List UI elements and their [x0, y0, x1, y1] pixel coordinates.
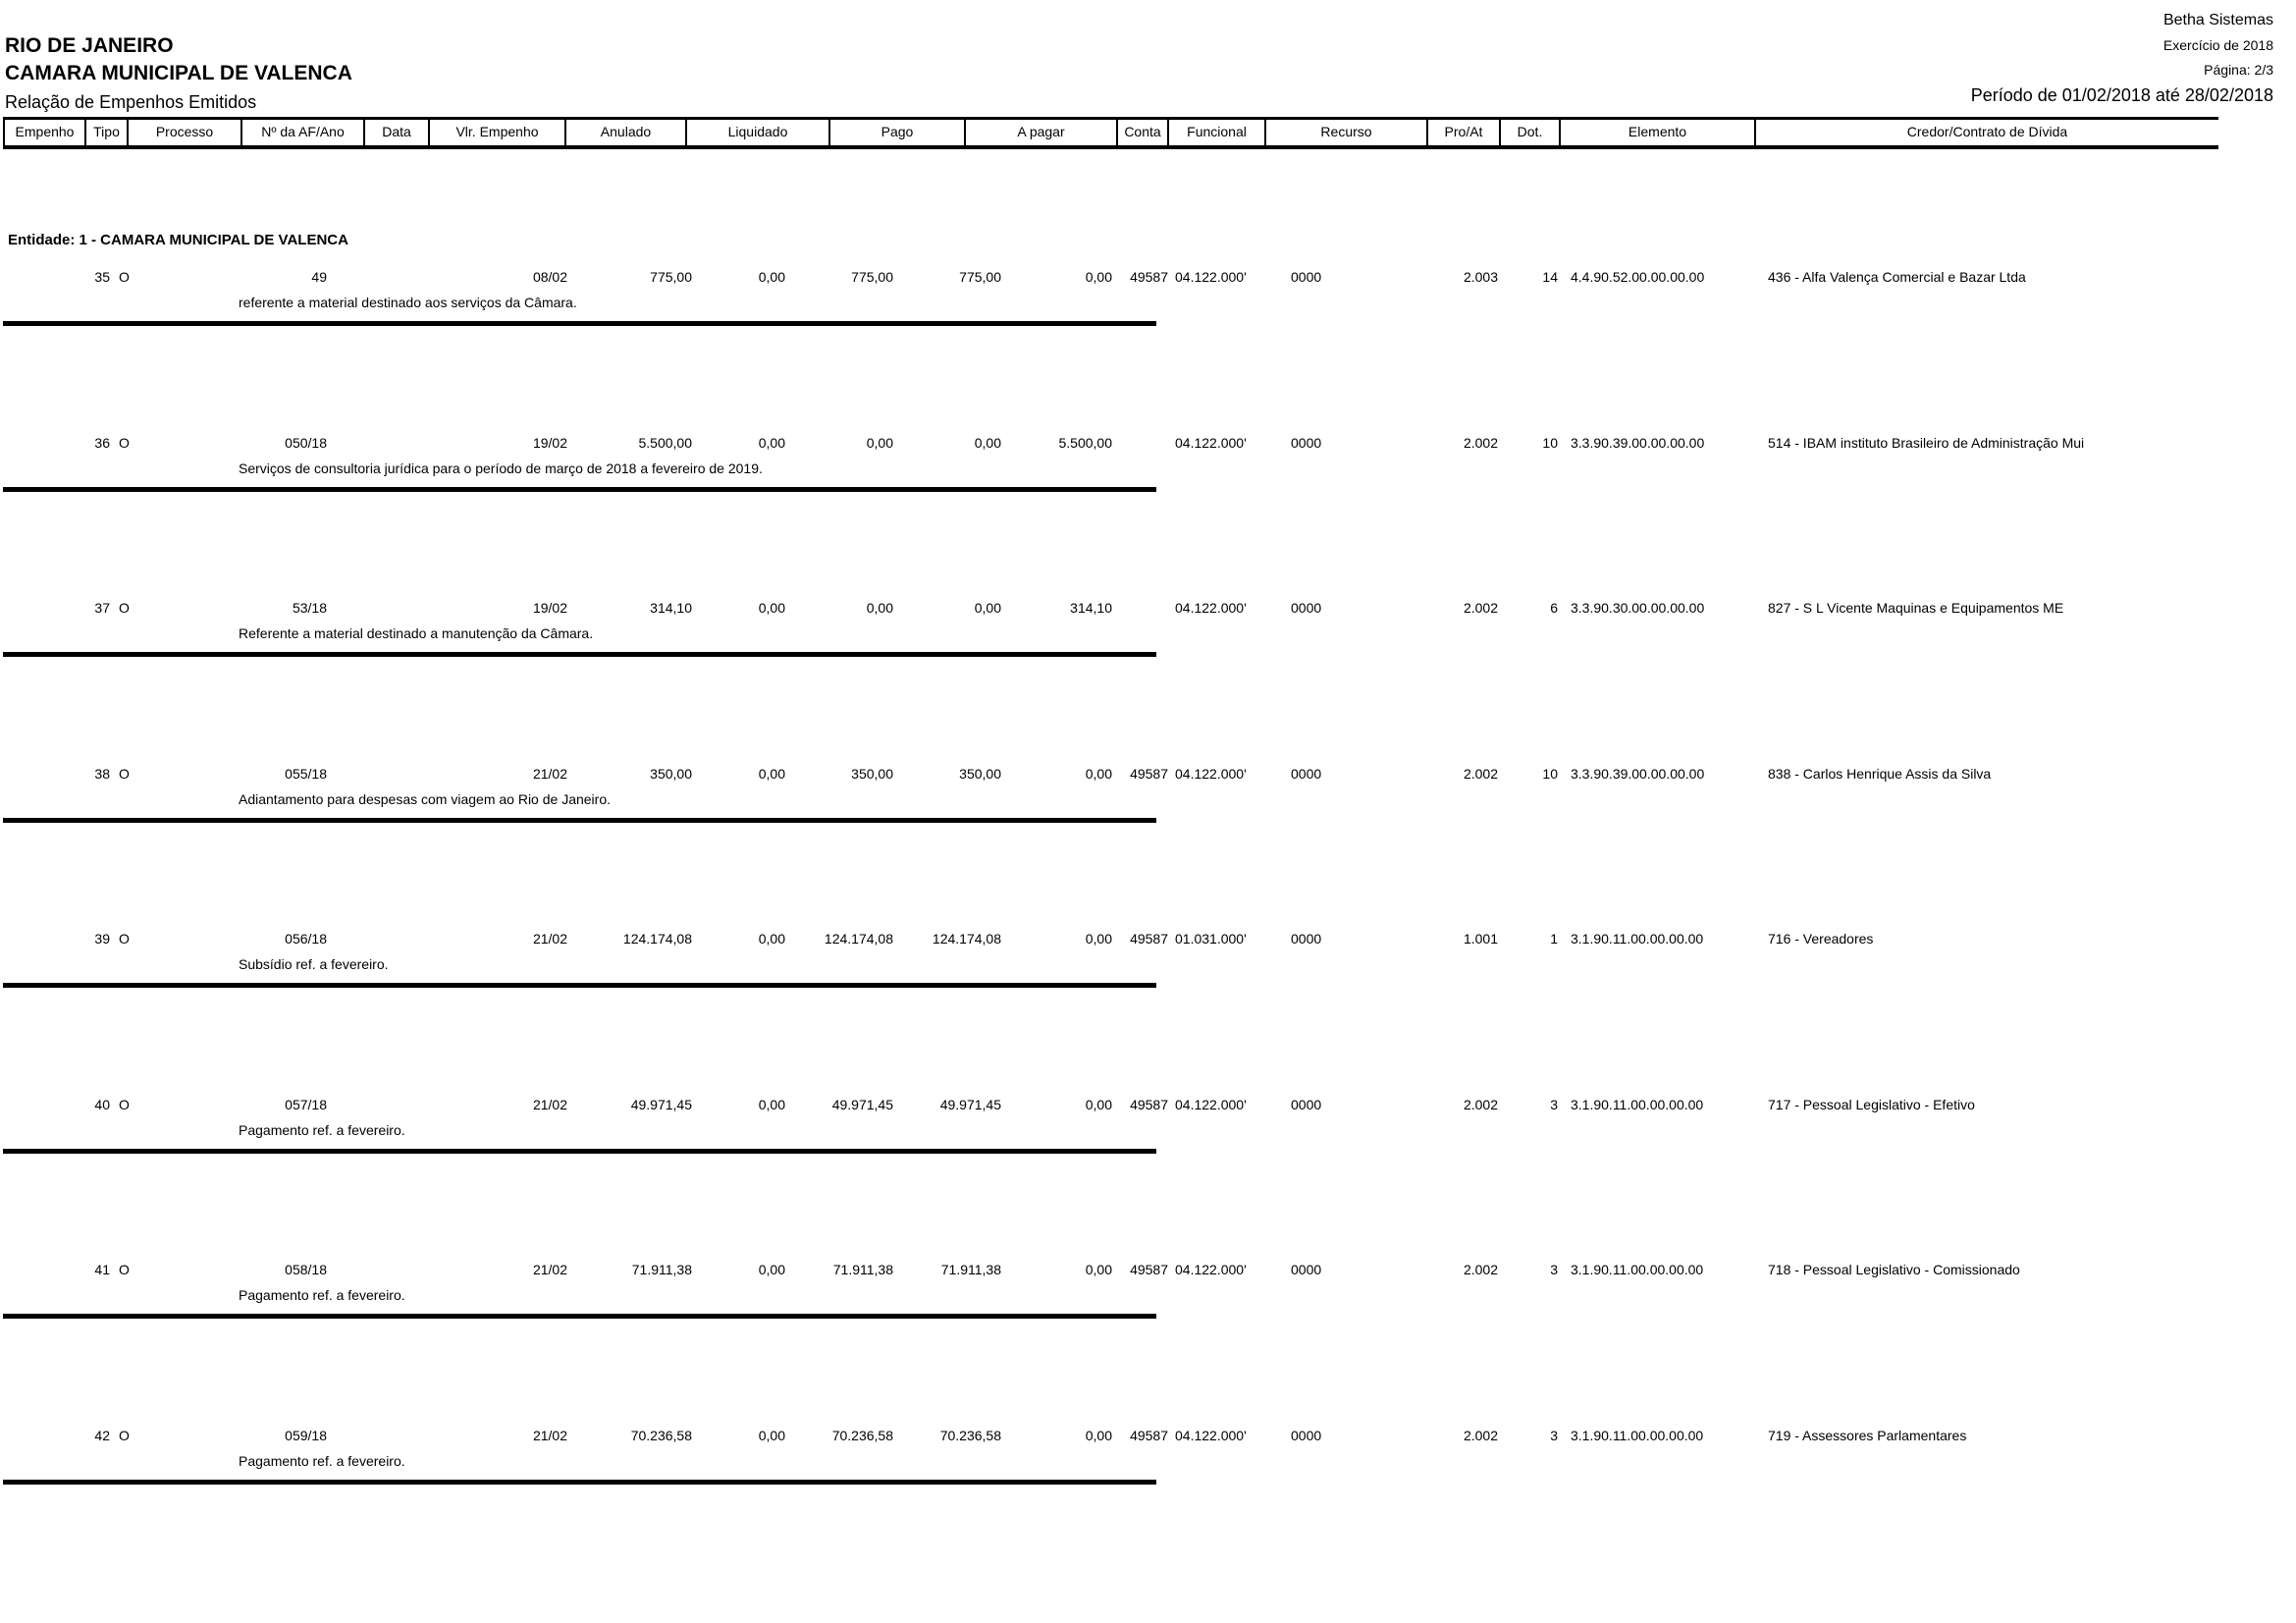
cell-elemento: 3.1.90.11.00.00.00.00 — [1571, 1096, 1704, 1112]
cell-a-pagar: 0,00 — [1085, 1427, 1112, 1443]
column-header-recurso: Recurso — [1266, 120, 1428, 145]
cell-dot: 10 — [1542, 434, 1558, 451]
cell-funcional: 04.122.000' — [1175, 1262, 1247, 1277]
cell-elemento: 3.3.90.39.00.00.00.00 — [1571, 765, 1705, 782]
cell-elemento: 3.1.90.11.00.00.00.00 — [1571, 1427, 1704, 1443]
cell-anulado: 0,00 — [758, 1096, 785, 1112]
cell-recurso: 0000 — [1291, 1262, 1322, 1277]
column-header-data: Data — [365, 120, 430, 145]
cell-liquidado: 350,00 — [851, 765, 893, 782]
exercise-label: Exercício de 2018 — [2163, 37, 2273, 53]
page-indicator: Página: 2/3 — [2204, 62, 2273, 78]
cell-pago: 71.911,38 — [940, 1262, 1001, 1277]
cell-pro-at: 2.003 — [1463, 269, 1498, 285]
cell-data: 21/02 — [532, 1262, 567, 1277]
cell-pro-at: 1.001 — [1463, 931, 1498, 947]
record-divider — [3, 652, 1156, 657]
cell-pago: 0,00 — [974, 434, 1001, 451]
cell-conta: 49587 — [1130, 931, 1168, 947]
cell-empenho: 36 — [94, 434, 110, 451]
cell-a-pagar: 0,00 — [1085, 765, 1112, 782]
record-divider — [3, 1480, 1156, 1485]
cell-empenho: 38 — [94, 765, 110, 782]
cell-pago: 0,00 — [974, 600, 1001, 616]
cell-recurso: 0000 — [1291, 765, 1322, 782]
cell-pro-at: 2.002 — [1463, 1262, 1498, 1277]
empenho-record — [3, 929, 2261, 1095]
report-title: Relação de Empenhos Emitidos — [5, 92, 257, 112]
cell-processo: 058/18 — [285, 1262, 327, 1277]
column-header-conta: Conta — [1118, 120, 1169, 145]
cell-credor: 514 - IBAM instituto Brasileiro de Administração Mui — [1768, 434, 2085, 451]
cell-elemento: 4.4.90.52.00.00.00.00 — [1571, 269, 1705, 285]
record-description: Pagamento ref. a fevereiro. — [239, 1121, 405, 1138]
cell-af-ano — [327, 1426, 412, 1445]
column-header-empenho: Empenho — [3, 120, 86, 145]
cell-funcional: 04.122.000' — [1175, 600, 1247, 616]
cell-anulado: 0,00 — [758, 1262, 785, 1277]
cell-pago: 124.174,08 — [932, 931, 1001, 947]
cell-data: 21/02 — [532, 931, 567, 947]
record-values — [3, 929, 2261, 948]
cell-credor: 717 - Pessoal Legislativo - Efetivo — [1768, 1096, 1975, 1112]
record-description: Serviços de consultoria jurídica para o período de março de 2018 a fevereiro de 2019. — [239, 460, 763, 476]
column-header-vlr-empenho: Vlr. Empenho — [430, 120, 566, 145]
cell-af-ano — [327, 1260, 412, 1279]
cell-af-ano — [327, 929, 412, 948]
cell-tipo: O — [119, 931, 130, 947]
cell-pago: 49.971,45 — [939, 1096, 1001, 1112]
cell-empenho: 39 — [94, 931, 110, 947]
column-header-anulado: Anulado — [566, 120, 687, 145]
column-header-pago: Pago — [830, 120, 966, 145]
column-header-credor: Credor/Contrato de Dívida — [1906, 124, 2068, 139]
record-divider — [3, 1314, 1156, 1319]
column-header-elemento: Elemento — [1561, 120, 1756, 145]
record-divider — [3, 487, 1156, 492]
cell-elemento: 3.3.90.39.00.00.00.00 — [1571, 434, 1705, 451]
cell-processo: 056/18 — [285, 931, 327, 947]
cell-vlr-empenho: 775,00 — [650, 269, 692, 285]
cell-credor: 838 - Carlos Henrique Assis da Silva — [1768, 765, 1992, 782]
cell-funcional: 04.122.000' — [1175, 765, 1247, 782]
cell-recurso: 0000 — [1291, 269, 1322, 285]
empenho-record — [3, 1426, 2261, 1592]
cell-pago: 350,00 — [959, 765, 1001, 782]
cell-elemento: 3.1.90.11.00.00.00.00 — [1571, 1262, 1704, 1277]
cell-vlr-empenho: 350,00 — [650, 765, 692, 782]
cell-a-pagar: 5.500,00 — [1058, 434, 1112, 451]
record-description: referente a material destinado aos serviços da Câmara. — [239, 295, 577, 310]
cell-anulado: 0,00 — [758, 269, 785, 285]
cell-pro-at: 2.002 — [1463, 600, 1498, 616]
empenho-record — [3, 1095, 2261, 1261]
cell-dot: 3 — [1550, 1427, 1558, 1443]
record-values — [3, 267, 2261, 287]
record-description: Pagamento ref. a fevereiro. — [239, 1452, 405, 1469]
cell-vlr-empenho: 124.174,08 — [622, 931, 692, 947]
cell-elemento: 3.1.90.11.00.00.00.00 — [1571, 931, 1704, 947]
report-header-right — [1971, 8, 2273, 109]
cell-funcional: 04.122.000' — [1175, 1096, 1247, 1112]
cell-dot: 10 — [1542, 765, 1558, 782]
cell-af-ano — [327, 1095, 412, 1114]
cell-tipo: O — [119, 434, 130, 451]
record-description: Referente a material destinado a manutenção da Câmara. — [239, 625, 594, 641]
column-header-dot: Dot. — [1501, 120, 1561, 145]
record-values — [3, 433, 2261, 453]
cell-credor: 719 - Assessores Parlamentares — [1768, 1427, 1967, 1443]
org-name: CAMARA MUNICIPAL DE VALENCA — [5, 62, 352, 84]
cell-credor: 716 - Vereadores — [1768, 931, 1874, 947]
cell-recurso: 0000 — [1291, 931, 1322, 947]
report-header-left — [5, 32, 352, 116]
cell-conta: 49587 — [1130, 1096, 1168, 1112]
cell-dot: 6 — [1550, 600, 1558, 616]
cell-conta: 49587 — [1130, 1262, 1168, 1277]
cell-credor: 718 - Pessoal Legislativo - Comissionado — [1768, 1262, 2020, 1277]
cell-dot: 3 — [1550, 1096, 1558, 1112]
cell-vlr-empenho: 70.236,58 — [630, 1427, 692, 1443]
cell-anulado: 0,00 — [758, 1427, 785, 1443]
record-divider — [3, 1149, 1156, 1154]
cell-liquidado: 0,00 — [866, 434, 893, 451]
cell-tipo: O — [119, 1262, 130, 1277]
cell-pro-at: 2.002 — [1463, 765, 1498, 782]
cell-liquidado: 70.236,58 — [831, 1427, 893, 1443]
record-description: Subsídio ref. a fevereiro. — [239, 956, 389, 972]
state-name: RIO DE JANEIRO — [5, 34, 174, 57]
cell-elemento: 3.3.90.30.00.00.00.00 — [1571, 600, 1705, 616]
record-divider — [3, 983, 1156, 988]
cell-processo: 49 — [311, 269, 327, 285]
cell-empenho: 41 — [94, 1262, 110, 1277]
table-header-row — [3, 117, 2218, 149]
record-values — [3, 1426, 2261, 1445]
record-description: Adiantamento para despesas com viagem ao Rio de Janeiro. — [239, 790, 611, 807]
record-values — [3, 1095, 2261, 1114]
cell-af-ano — [327, 598, 412, 618]
cell-recurso: 0000 — [1291, 1427, 1322, 1443]
cell-vlr-empenho: 71.911,38 — [631, 1262, 692, 1277]
cell-credor: 827 - S L Vicente Maquinas e Equipamentos ME — [1768, 600, 2064, 616]
cell-vlr-empenho: 314,10 — [650, 600, 692, 616]
cell-a-pagar: 0,00 — [1085, 1262, 1112, 1277]
cell-dot: 14 — [1542, 269, 1558, 285]
cell-a-pagar: 0,00 — [1085, 269, 1112, 285]
record-divider — [3, 321, 1156, 326]
cell-empenho: 35 — [94, 269, 110, 285]
column-header-af-ano: Nº da AF/Ano — [242, 120, 365, 145]
column-header-funcional: Funcional — [1169, 120, 1266, 145]
cell-liquidado: 71.911,38 — [832, 1262, 893, 1277]
cell-af-ano — [327, 433, 412, 453]
cell-liquidado: 49.971,45 — [831, 1096, 893, 1112]
cell-credor: 436 - Alfa Valença Comercial e Bazar Ltda — [1768, 269, 2026, 285]
record-values — [3, 764, 2261, 784]
cell-processo: 057/18 — [285, 1096, 327, 1112]
cell-dot: 1 — [1550, 931, 1558, 947]
cell-conta: 49587 — [1130, 765, 1168, 782]
empenho-record — [3, 764, 2261, 930]
cell-liquidado: 124.174,08 — [824, 931, 893, 947]
cell-empenho: 42 — [94, 1427, 110, 1443]
entity-header: Entidade: 1 - CAMARA MUNICIPAL DE VALENCA — [8, 232, 348, 248]
cell-liquidado: 775,00 — [851, 269, 893, 285]
cell-recurso: 0000 — [1291, 434, 1322, 451]
cell-anulado: 0,00 — [758, 931, 785, 947]
period-label: Período de 01/02/2018 até 28/02/2018 — [1970, 85, 2273, 105]
cell-empenho: 37 — [94, 600, 110, 616]
record-description: Pagamento ref. a fevereiro. — [239, 1287, 405, 1303]
empenho-record — [3, 598, 2261, 764]
column-header-liquidado: Liquidado — [687, 120, 830, 145]
cell-conta: 49587 — [1130, 1427, 1168, 1443]
cell-vlr-empenho: 5.500,00 — [638, 434, 692, 451]
cell-tipo: O — [119, 1427, 130, 1443]
cell-processo: 050/18 — [285, 434, 327, 451]
cell-anulado: 0,00 — [758, 434, 785, 451]
record-values — [3, 1260, 2261, 1279]
cell-conta — [1112, 598, 1168, 618]
cell-anulado: 0,00 — [758, 600, 785, 616]
cell-af-ano — [327, 764, 412, 784]
cell-funcional: 01.031.000' — [1175, 931, 1247, 947]
cell-data: 19/02 — [532, 600, 567, 616]
cell-processo: 055/18 — [285, 765, 327, 782]
cell-processo: 059/18 — [285, 1427, 327, 1443]
empenho-record — [3, 1260, 2261, 1426]
cell-data: 21/02 — [532, 1427, 567, 1443]
cell-data: 19/02 — [532, 434, 567, 451]
cell-processo: 53/18 — [292, 600, 327, 616]
cell-funcional: 04.122.000' — [1175, 1427, 1247, 1443]
empenho-record — [3, 267, 2261, 433]
cell-tipo: O — [119, 600, 130, 616]
cell-a-pagar: 0,00 — [1085, 931, 1112, 947]
cell-recurso: 0000 — [1291, 1096, 1322, 1112]
column-header-pro-at: Pro/At — [1428, 120, 1501, 145]
records-list — [3, 267, 2261, 1591]
cell-liquidado: 0,00 — [866, 600, 893, 616]
cell-pro-at: 2.002 — [1463, 1427, 1498, 1443]
cell-a-pagar: 0,00 — [1085, 1096, 1112, 1112]
cell-dot: 3 — [1550, 1262, 1558, 1277]
cell-conta — [1112, 433, 1168, 453]
cell-conta: 49587 — [1130, 269, 1168, 285]
cell-tipo: O — [119, 765, 130, 782]
column-header-processo: Processo — [129, 120, 242, 145]
cell-tipo: O — [119, 1096, 130, 1112]
cell-tipo: O — [119, 269, 130, 285]
empenho-record — [3, 433, 2261, 599]
cell-funcional: 04.122.000' — [1175, 434, 1247, 451]
cell-vlr-empenho: 49.971,45 — [630, 1096, 692, 1112]
cell-pago: 775,00 — [959, 269, 1001, 285]
cell-data: 21/02 — [532, 1096, 567, 1112]
record-divider — [3, 818, 1156, 823]
cell-recurso: 0000 — [1291, 600, 1322, 616]
cell-funcional: 04.122.000' — [1175, 269, 1247, 285]
column-header-a-pagar: A pagar — [966, 120, 1118, 145]
vendor-name: Betha Sistemas — [2163, 12, 2273, 28]
cell-data: 08/02 — [532, 269, 567, 285]
cell-data: 21/02 — [532, 765, 567, 782]
cell-pago: 70.236,58 — [939, 1427, 1001, 1443]
cell-af-ano — [327, 267, 412, 287]
column-header-tipo: Tipo — [86, 120, 129, 145]
cell-anulado: 0,00 — [758, 765, 785, 782]
record-values — [3, 598, 2261, 618]
cell-a-pagar: 314,10 — [1070, 600, 1112, 616]
cell-empenho: 40 — [94, 1096, 110, 1112]
cell-pro-at: 2.002 — [1463, 434, 1498, 451]
cell-pro-at: 2.002 — [1463, 1096, 1498, 1112]
